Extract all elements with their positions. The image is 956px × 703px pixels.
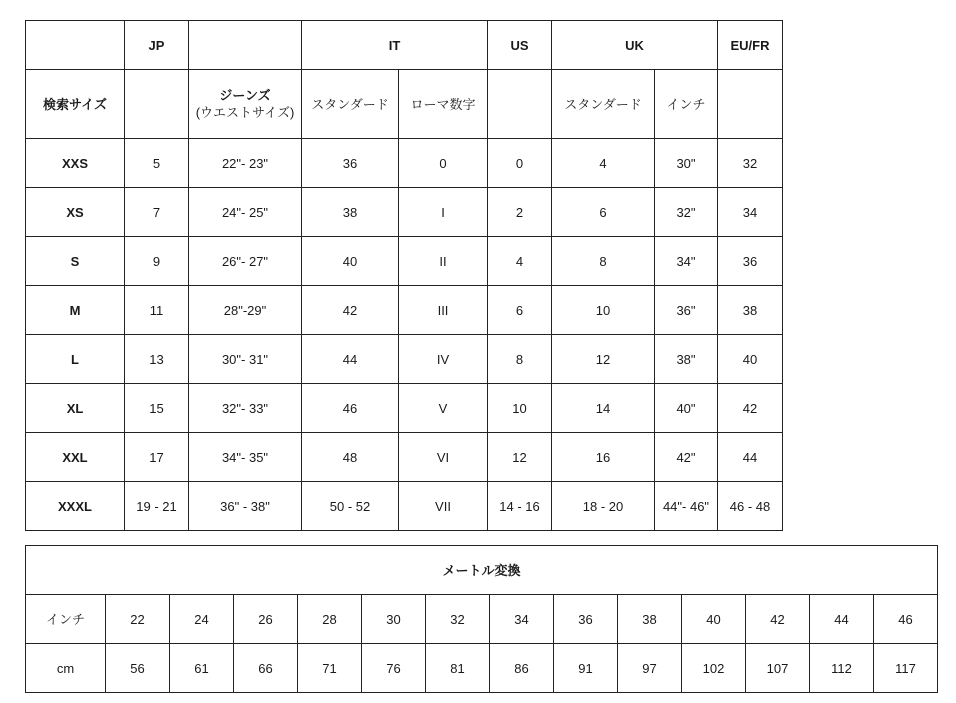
table-row	[26, 286, 783, 335]
empty-header-cell	[125, 70, 189, 139]
cell-size: M	[26, 286, 125, 335]
cell-us: 14 - 16	[488, 482, 552, 531]
empty-header-cell	[189, 21, 302, 70]
cell-uk-std: 18 - 20	[552, 482, 655, 531]
cell-it-std: 36	[302, 139, 399, 188]
header-it-roman: ローマ数字	[399, 70, 488, 139]
conversion-title: メートル変換	[26, 546, 938, 595]
cell-it-std: 50 - 52	[302, 482, 399, 531]
cell-jp: 5	[125, 139, 189, 188]
cm-value: 117	[874, 644, 938, 693]
cell-size: XXS	[26, 139, 125, 188]
cell-it-roman: I	[399, 188, 488, 237]
cell-it-std: 38	[302, 188, 399, 237]
cell-it-roman: III	[399, 286, 488, 335]
cm-label: cm	[26, 644, 106, 693]
table-row	[26, 139, 783, 188]
cell-uk-std: 12	[552, 335, 655, 384]
cell-it-roman: V	[399, 384, 488, 433]
jeans-title: ジーンズ	[219, 88, 271, 103]
inch-value: 40	[682, 595, 746, 644]
cm-value: 107	[746, 644, 810, 693]
table-row	[26, 335, 783, 384]
cell-jp: 11	[125, 286, 189, 335]
cell-it-roman: VI	[399, 433, 488, 482]
cell-uk-inch: 42"	[655, 433, 718, 482]
country-header-row	[26, 21, 783, 70]
header-uk-standard: スタンダード	[552, 70, 655, 139]
header-it: IT	[302, 21, 488, 70]
cell-eufr: 38	[718, 286, 783, 335]
cell-jp: 9	[125, 237, 189, 286]
cell-it-std: 42	[302, 286, 399, 335]
cell-jp: 13	[125, 335, 189, 384]
size-chart-table	[25, 20, 783, 531]
cell-it-std: 44	[302, 335, 399, 384]
cell-it-roman: IV	[399, 335, 488, 384]
cell-jp: 19 - 21	[125, 482, 189, 531]
inch-value: 24	[170, 595, 234, 644]
inch-value: 30	[362, 595, 426, 644]
cell-it-roman: VII	[399, 482, 488, 531]
header-jp: JP	[125, 21, 189, 70]
cell-eufr: 40	[718, 335, 783, 384]
inch-value: 34	[490, 595, 554, 644]
cm-value: 66	[234, 644, 298, 693]
inch-value: 36	[554, 595, 618, 644]
table-row	[26, 384, 783, 433]
header-uk-inch: インチ	[655, 70, 718, 139]
cell-jeans: 36" - 38"	[189, 482, 302, 531]
cell-uk-std: 4	[552, 139, 655, 188]
cm-value: 91	[554, 644, 618, 693]
empty-corner-cell	[26, 21, 125, 70]
cm-value: 76	[362, 644, 426, 693]
cm-value: 61	[170, 644, 234, 693]
cell-size: XXXL	[26, 482, 125, 531]
cell-us: 8	[488, 335, 552, 384]
cell-jeans: 34"- 35"	[189, 433, 302, 482]
metric-conversion-table	[25, 545, 938, 693]
cell-us: 12	[488, 433, 552, 482]
sub-header-row	[26, 70, 783, 139]
cell-eufr: 42	[718, 384, 783, 433]
cell-uk-std: 10	[552, 286, 655, 335]
cm-value: 97	[618, 644, 682, 693]
cell-uk-std: 6	[552, 188, 655, 237]
inch-value: 46	[874, 595, 938, 644]
cell-uk-inch: 34"	[655, 237, 718, 286]
cell-us: 0	[488, 139, 552, 188]
cell-size: L	[26, 335, 125, 384]
cell-jeans: 22"- 23"	[189, 139, 302, 188]
table-row	[26, 237, 783, 286]
table-row	[26, 482, 783, 531]
header-it-standard: スタンダード	[302, 70, 399, 139]
empty-header-cell	[718, 70, 783, 139]
cell-size: XS	[26, 188, 125, 237]
empty-header-cell	[488, 70, 552, 139]
cell-us: 6	[488, 286, 552, 335]
jeans-subtitle: (ウエストサイズ)	[195, 105, 295, 120]
header-uk: UK	[552, 21, 718, 70]
inch-value: 42	[746, 595, 810, 644]
inch-row	[26, 595, 938, 644]
cell-jeans: 30"- 31"	[189, 335, 302, 384]
cell-it-std: 40	[302, 237, 399, 286]
inch-value: 22	[106, 595, 170, 644]
cell-it-std: 46	[302, 384, 399, 433]
conversion-title-row	[26, 546, 938, 595]
inch-value: 28	[298, 595, 362, 644]
cell-uk-std: 8	[552, 237, 655, 286]
cell-size: XXL	[26, 433, 125, 482]
cell-jp: 15	[125, 384, 189, 433]
cell-jp: 7	[125, 188, 189, 237]
cell-uk-std: 16	[552, 433, 655, 482]
inch-value: 26	[234, 595, 298, 644]
inch-value: 44	[810, 595, 874, 644]
inch-value: 32	[426, 595, 490, 644]
cell-eufr: 46 - 48	[718, 482, 783, 531]
table-row	[26, 433, 783, 482]
cell-uk-inch: 40"	[655, 384, 718, 433]
cm-value: 71	[298, 644, 362, 693]
cell-uk-inch: 32"	[655, 188, 718, 237]
cell-jeans: 28"-29"	[189, 286, 302, 335]
cell-uk-std: 14	[552, 384, 655, 433]
cell-uk-inch: 38"	[655, 335, 718, 384]
inch-label: インチ	[26, 595, 106, 644]
cell-us: 2	[488, 188, 552, 237]
cell-jeans: 24"- 25"	[189, 188, 302, 237]
cell-us: 4	[488, 237, 552, 286]
header-search-size: 検索サイズ	[26, 70, 125, 139]
header-us: US	[488, 21, 552, 70]
cell-jeans: 32"- 33"	[189, 384, 302, 433]
cell-eufr: 36	[718, 237, 783, 286]
inch-value: 38	[618, 595, 682, 644]
cm-value: 102	[682, 644, 746, 693]
cell-uk-inch: 30"	[655, 139, 718, 188]
cell-uk-inch: 36"	[655, 286, 718, 335]
cell-size: XL	[26, 384, 125, 433]
cell-eufr: 32	[718, 139, 783, 188]
cell-it-roman: II	[399, 237, 488, 286]
cell-it-roman: 0	[399, 139, 488, 188]
cell-us: 10	[488, 384, 552, 433]
cm-value: 86	[490, 644, 554, 693]
cm-value: 56	[106, 644, 170, 693]
cell-jeans: 26"- 27"	[189, 237, 302, 286]
header-jeans	[189, 70, 302, 139]
cm-value: 112	[810, 644, 874, 693]
header-eufr: EU/FR	[718, 21, 783, 70]
cell-eufr: 34	[718, 188, 783, 237]
size-rows	[26, 139, 783, 531]
table-row	[26, 188, 783, 237]
cell-jp: 17	[125, 433, 189, 482]
cell-uk-inch: 44"- 46"	[655, 482, 718, 531]
cell-size: S	[26, 237, 125, 286]
cm-row	[26, 644, 938, 693]
cell-eufr: 44	[718, 433, 783, 482]
cm-value: 81	[426, 644, 490, 693]
cell-it-std: 48	[302, 433, 399, 482]
